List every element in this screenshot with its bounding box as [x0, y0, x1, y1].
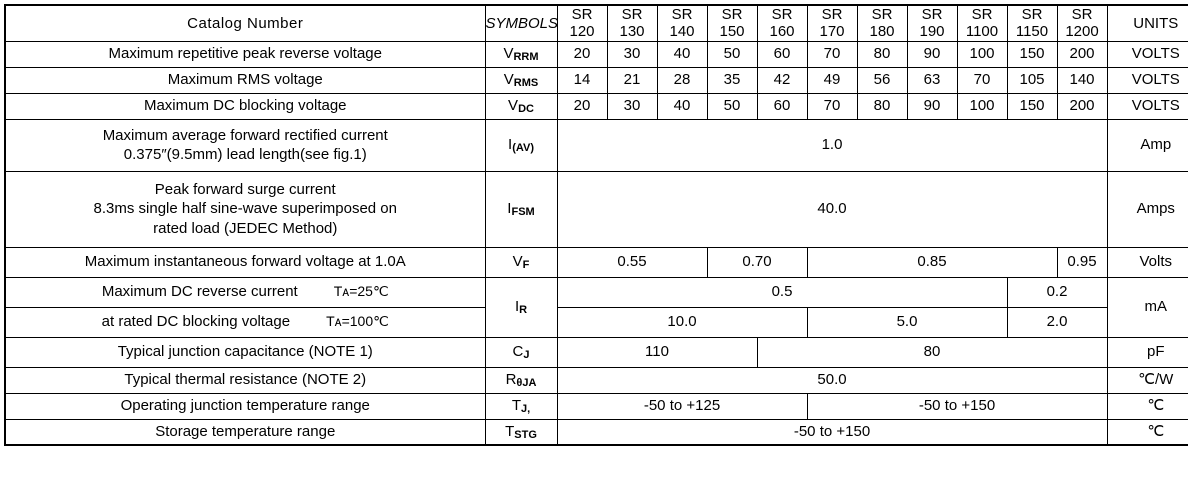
- row-units-cj: pF: [1107, 337, 1188, 367]
- electrical-characteristics-table: [4, 4, 1188, 446]
- row-label-tstg: Storage temperature range: [5, 419, 485, 445]
- table-row-vdc: [5, 93, 1188, 119]
- row-units-vrms: VOLTS: [1107, 67, 1188, 93]
- table-row-vrrm: [5, 41, 1188, 67]
- cell-vrms-sr150: 35: [707, 67, 757, 93]
- row-label-ifsm-line3: rated load (JEDEC Method): [153, 219, 338, 237]
- row-symbol-iav: $I_{(AV)}$: [485, 119, 557, 171]
- row-symbol-tstg: $T_{STG}$: [485, 419, 557, 445]
- cell-rthja-all: 50.0: [557, 367, 1107, 393]
- row-label-cj: Typical junction capacitance (NOTE 1): [5, 337, 485, 367]
- cell-vf-group1: 0.55: [557, 247, 707, 277]
- cell-vdc-sr180: 80: [857, 93, 907, 119]
- row-symbol-tj: $T_{J,}$: [485, 393, 557, 419]
- row-label-ifsm-line2: 8.3ms single half sine-wave superimposed on: [93, 200, 397, 218]
- table-row-vrms: [5, 67, 1188, 93]
- cell-vdc-sr1200: 200: [1057, 93, 1107, 119]
- cell-vdc-sr1100: 100: [957, 93, 1007, 119]
- row-label-rthja: Typical thermal resistance (NOTE 2): [5, 367, 485, 393]
- row-symbol-vf: $V_F$: [485, 247, 557, 277]
- cell-vrrm-sr120: 20: [557, 41, 607, 67]
- cell-ir100-group3: 2.0: [1007, 307, 1107, 337]
- cell-tj-group1: -50 to +125: [557, 393, 807, 419]
- row-units-vrrm: VOLTS: [1107, 41, 1188, 67]
- header-part-sr1150: SR 1150: [1007, 5, 1057, 41]
- cell-tstg-all: -50 to +150: [557, 419, 1107, 445]
- row-units-tj: ℃: [1107, 393, 1188, 419]
- cell-vrrm-sr160: 60: [757, 41, 807, 67]
- cell-vrrm-sr140: 40: [657, 41, 707, 67]
- cell-vf-group2: 0.70: [707, 247, 807, 277]
- table-row-vf: [5, 247, 1188, 277]
- row-label-vf: Maximum instantaneous forward voltage at 1.0A: [5, 247, 485, 277]
- header-part-sr120: SR 120: [557, 5, 607, 41]
- cell-vrms-sr120: 14: [557, 67, 607, 93]
- datasheet-ratings-table: [0, 4, 1188, 486]
- cell-vrms-sr1100: 70: [957, 67, 1007, 93]
- cell-vdc-sr190: 90: [907, 93, 957, 119]
- row-label-ir-25c-temp: Tᴀ=25℃: [333, 283, 389, 300]
- cell-cj-group1: 110: [557, 337, 757, 367]
- table-header-row: [5, 5, 1188, 41]
- cell-ifsm-all: 40.0: [557, 171, 1107, 247]
- table-row-cj: [5, 337, 1188, 367]
- cell-vrrm-sr190: 90: [907, 41, 957, 67]
- row-units-tstg: ℃: [1107, 419, 1188, 445]
- cell-cj-group2: 80: [757, 337, 1107, 367]
- cell-vrrm-sr150: 50: [707, 41, 757, 67]
- cell-vdc-sr120: 20: [557, 93, 607, 119]
- row-label-ifsm: [5, 171, 485, 247]
- row-label-iav-line1: Maximum average forward rectified current: [102, 126, 388, 144]
- header-catalog-number: Catalog Number: [5, 5, 485, 41]
- table-row-ir-100c: [5, 307, 1188, 337]
- cell-vdc-sr160: 60: [757, 93, 807, 119]
- row-label-ir-25c: [5, 277, 485, 307]
- table-row-tstg: [5, 419, 1188, 445]
- row-units-ir: mA: [1107, 277, 1188, 337]
- row-symbol-cj: $C_J$: [485, 337, 557, 367]
- row-label-ir-100c: [5, 307, 485, 337]
- row-label-vrrm: Maximum repetitive peak reverse voltage: [5, 41, 485, 67]
- cell-vdc-sr130: 30: [607, 93, 657, 119]
- header-part-sr130: SR 130: [607, 5, 657, 41]
- cell-vrms-sr180: 56: [857, 67, 907, 93]
- row-symbol-vdc: $V_{DC}$: [485, 93, 557, 119]
- row-symbol-rthja: $R_{\theta JA}$: [485, 367, 557, 393]
- row-units-vdc: VOLTS: [1107, 93, 1188, 119]
- row-symbol-ir: $I_R$: [485, 277, 557, 337]
- cell-vrms-sr140: 28: [657, 67, 707, 93]
- cell-ir25-group1: 0.5: [557, 277, 1007, 307]
- row-units-ifsm: Amps: [1107, 171, 1188, 247]
- table-row-tj: [5, 393, 1188, 419]
- row-label-ir-25c-text: Maximum DC reverse current: [101, 283, 298, 301]
- cell-vrms-sr160: 42: [757, 67, 807, 93]
- row-label-tj: Operating junction temperature range: [5, 393, 485, 419]
- header-part-sr180: SR 180: [857, 5, 907, 41]
- table-row-ir-25c: [5, 277, 1188, 307]
- row-label-iav: [5, 119, 485, 171]
- header-part-sr1100: SR 1100: [957, 5, 1007, 41]
- table-row-iav: [5, 119, 1188, 171]
- cell-vdc-sr150: 50: [707, 93, 757, 119]
- header-part-sr140: SR 140: [657, 5, 707, 41]
- cell-vrms-sr130: 21: [607, 67, 657, 93]
- cell-vrms-sr190: 63: [907, 67, 957, 93]
- cell-vf-group4: 0.95: [1057, 247, 1107, 277]
- cell-vdc-sr140: 40: [657, 93, 707, 119]
- cell-vdc-sr1150: 150: [1007, 93, 1057, 119]
- table-row-ifsm: [5, 171, 1188, 247]
- cell-vrrm-sr1100: 100: [957, 41, 1007, 67]
- header-units: UNITS: [1107, 5, 1188, 41]
- cell-vrms-sr1150: 105: [1007, 67, 1057, 93]
- cell-ir100-group2: 5.0: [807, 307, 1007, 337]
- row-label-ifsm-line1: Peak forward surge current: [154, 181, 336, 199]
- header-part-sr170: SR 170: [807, 5, 857, 41]
- table-row-rthja: [5, 367, 1188, 393]
- row-units-vf: Volts: [1107, 247, 1188, 277]
- header-part-sr1200: SR 1200: [1057, 5, 1107, 41]
- cell-vrrm-sr1200: 200: [1057, 41, 1107, 67]
- row-label-ir-100c-temp: Tᴀ=100℃: [326, 313, 389, 330]
- row-label-iav-line2: 0.375″(9.5mm) lead length(see fig.1): [123, 146, 367, 163]
- header-part-sr160: SR 160: [757, 5, 807, 41]
- cell-ir25-group2: 0.2: [1007, 277, 1107, 307]
- row-label-ir-100c-text: at rated DC blocking voltage: [101, 313, 291, 331]
- cell-ir100-group1: 10.0: [557, 307, 807, 337]
- cell-vf-group3: 0.85: [807, 247, 1057, 277]
- cell-vrrm-sr170: 70: [807, 41, 857, 67]
- cell-vrms-sr170: 49: [807, 67, 857, 93]
- row-label-vrms: Maximum RMS voltage: [5, 67, 485, 93]
- row-units-rthja: ℃/W: [1107, 367, 1188, 393]
- header-part-sr190: SR 190: [907, 5, 957, 41]
- cell-vdc-sr170: 70: [807, 93, 857, 119]
- row-units-iav: Amp: [1107, 119, 1188, 171]
- cell-vrrm-sr180: 80: [857, 41, 907, 67]
- cell-vrrm-sr130: 30: [607, 41, 657, 67]
- cell-vrms-sr1200: 140: [1057, 67, 1107, 93]
- row-symbol-vrrm: $V_{RRM}$: [485, 41, 557, 67]
- cell-tj-group2: -50 to +150: [807, 393, 1107, 419]
- cell-iav-all: 1.0: [557, 119, 1107, 171]
- row-label-vdc: Maximum DC blocking voltage: [5, 93, 485, 119]
- row-symbol-vrms: $V_{RMS}$: [485, 67, 557, 93]
- header-part-sr150: SR 150: [707, 5, 757, 41]
- cell-vrrm-sr1150: 150: [1007, 41, 1057, 67]
- row-symbol-ifsm: $I_{FSM}$: [485, 171, 557, 247]
- header-symbols: SYMBOLS: [485, 5, 557, 41]
